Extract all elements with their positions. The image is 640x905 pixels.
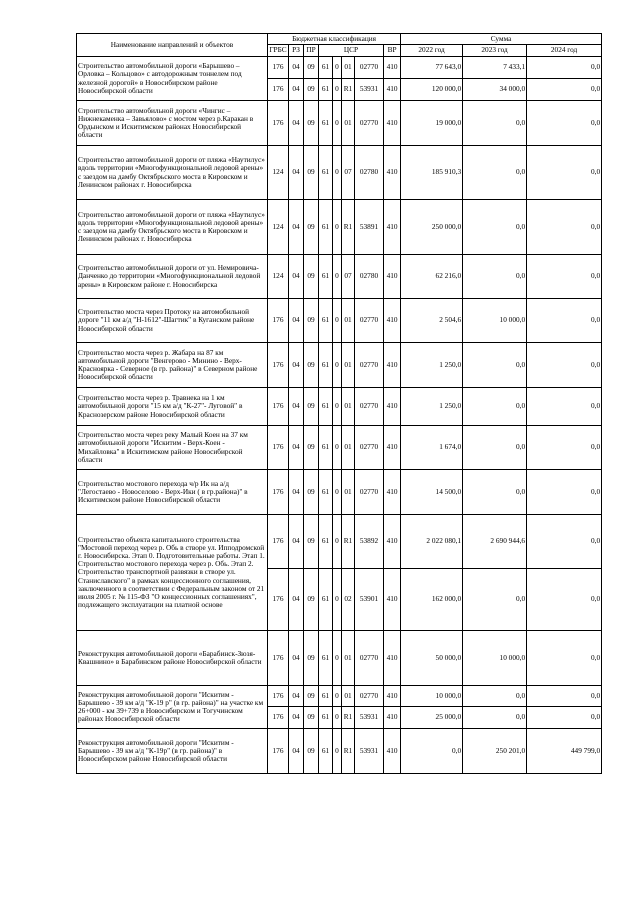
table-row: [77, 426, 602, 470]
cell-grbs: 176: [268, 631, 289, 686]
cell-csr-direction: R1: [342, 200, 355, 255]
cell-grbs: 176: [268, 343, 289, 388]
cell-sum-2024: 0,0: [527, 686, 602, 707]
cell-csr-type: 0: [333, 299, 342, 343]
table-row: [77, 299, 602, 343]
cell-csr-type: 0: [333, 729, 342, 774]
cell-csr-code: 02770: [355, 631, 384, 686]
cell-csr-code: 02780: [355, 146, 384, 200]
cell-sum-2024: 0,0: [527, 146, 602, 200]
cell-pr: 09: [304, 101, 319, 146]
cell-csr-direction: 01: [342, 686, 355, 707]
budget-table: [76, 33, 602, 774]
cell-sum-2023: 0,0: [463, 101, 527, 146]
cell-object-name: Реконструкция автомобильной дороги "Искитим - Барышево - 39 км а/д "К-19 р" (в гр. района)" на участке км 26+000 - км 39+739 в Новосибирском и Тогучинском районах Новосибирской области: [77, 686, 268, 729]
cell-csr-direction: 01: [342, 388, 355, 426]
cell-pr: 09: [304, 515, 319, 569]
table-row: [77, 343, 602, 388]
cell-csr-program: 61: [319, 57, 333, 79]
cell-sum-2022: 2 022 080,1: [401, 515, 463, 569]
cell-sum-2023: 0,0: [463, 200, 527, 255]
cell-grbs: 176: [268, 299, 289, 343]
table-row: [77, 388, 602, 426]
header-pr: ПР: [304, 45, 319, 57]
cell-csr-program: 61: [319, 569, 333, 631]
cell-sum-2022: 25 000,0: [401, 707, 463, 729]
cell-sum-2024: 0,0: [527, 79, 602, 101]
cell-sum-2022: 2 504,6: [401, 299, 463, 343]
header-vr: ВР: [384, 45, 401, 57]
cell-vr: 410: [384, 569, 401, 631]
cell-sum-2024: 0,0: [527, 631, 602, 686]
cell-sum-2024: 0,0: [527, 101, 602, 146]
cell-rz: 04: [289, 200, 304, 255]
cell-csr-direction: 01: [342, 426, 355, 470]
header-name: Наименование направлений и объектов: [77, 34, 268, 57]
cell-csr-code: 02770: [355, 388, 384, 426]
cell-csr-code: 02770: [355, 57, 384, 79]
cell-vr: 410: [384, 515, 401, 569]
cell-sum-2023: 7 433,1: [463, 57, 527, 79]
cell-pr: 09: [304, 686, 319, 707]
cell-sum-2024: 0,0: [527, 299, 602, 343]
cell-rz: 04: [289, 146, 304, 200]
table-row: [77, 57, 602, 79]
table-row: [77, 200, 602, 255]
cell-csr-code: 02770: [355, 470, 384, 515]
cell-grbs: 176: [268, 470, 289, 515]
cell-rz: 04: [289, 388, 304, 426]
cell-vr: 410: [384, 299, 401, 343]
cell-vr: 410: [384, 343, 401, 388]
cell-object-name: Строительство моста через р. Травнека на 1 км автомобильной дороги "15 км а/д "К-27"- Луговой" в Краснозерском районе Новосибирской области: [77, 388, 268, 426]
cell-rz: 04: [289, 569, 304, 631]
cell-sum-2023: 0,0: [463, 388, 527, 426]
cell-csr-program: 61: [319, 729, 333, 774]
cell-sum-2023: 0,0: [463, 569, 527, 631]
cell-csr-type: 0: [333, 470, 342, 515]
cell-csr-type: 0: [333, 569, 342, 631]
cell-csr-direction: 01: [342, 57, 355, 79]
cell-csr-program: 61: [319, 255, 333, 299]
table-row: [77, 631, 602, 686]
cell-csr-code: 53892: [355, 515, 384, 569]
cell-csr-direction: 02: [342, 569, 355, 631]
cell-sum-2024: 0,0: [527, 515, 602, 569]
cell-csr-program: 61: [319, 631, 333, 686]
cell-sum-2023: 34 000,0: [463, 79, 527, 101]
cell-pr: 09: [304, 146, 319, 200]
cell-sum-2023: 10 000,0: [463, 299, 527, 343]
cell-sum-2022: 10 000,0: [401, 686, 463, 707]
cell-sum-2024: 0,0: [527, 569, 602, 631]
cell-csr-code: 53931: [355, 707, 384, 729]
cell-sum-2022: 120 000,0: [401, 79, 463, 101]
cell-vr: 410: [384, 631, 401, 686]
header-2023: 2023 год: [463, 45, 527, 57]
cell-csr-type: 0: [333, 101, 342, 146]
cell-csr-type: 0: [333, 79, 342, 101]
cell-rz: 04: [289, 686, 304, 707]
header-sum: Сумма: [401, 34, 602, 45]
cell-csr-direction: R1: [342, 729, 355, 774]
cell-pr: 09: [304, 388, 319, 426]
cell-csr-type: 0: [333, 146, 342, 200]
cell-sum-2024: 0,0: [527, 470, 602, 515]
cell-csr-program: 61: [319, 470, 333, 515]
header-2024: 2024 год: [527, 45, 602, 57]
cell-csr-type: 0: [333, 200, 342, 255]
cell-object-name: Строительство объекта капитального строительства "Мостовой переход через р. Обь в створе ул. Ипподромской г. Новосибирска. Этап 0. Подготовительные работы. Этап 1. Строительство мостового перехода через р. Обь. Этап 2. Строительство транспортной развязки в створе ул. Станиславского" в рамках концессионного соглашения, заключенного в соответствии с Федеральным законом от 21 июля 2005 г. № 115-ФЗ "О концессионных соглашениях", подлежащего эксплуатации на платной основе: [77, 515, 268, 631]
cell-pr: 09: [304, 470, 319, 515]
cell-csr-program: 61: [319, 299, 333, 343]
cell-csr-code: 02770: [355, 101, 384, 146]
cell-vr: 410: [384, 200, 401, 255]
cell-object-name: Строительство автомобильной дороги «Чингис – Нижнекаменка – Завьялово» с мостом через р.Каракан в Ордынском и Искитимском районах Новосибирской области: [77, 101, 268, 146]
cell-vr: 410: [384, 388, 401, 426]
cell-object-name: Строительство моста через Протоку на автомобильной дороге "11 км а/д "Н-1612"-Шагтик" в Куганском районе Новосибирской области: [77, 299, 268, 343]
cell-csr-type: 0: [333, 515, 342, 569]
cell-sum-2022: 19 000,0: [401, 101, 463, 146]
cell-csr-code: 02770: [355, 299, 384, 343]
cell-grbs: 176: [268, 57, 289, 79]
cell-csr-direction: R1: [342, 707, 355, 729]
cell-sum-2023: 2 690 944,6: [463, 515, 527, 569]
cell-sum-2022: 0,0: [401, 729, 463, 774]
cell-sum-2022: 50 000,0: [401, 631, 463, 686]
cell-csr-code: 02770: [355, 343, 384, 388]
cell-csr-program: 61: [319, 146, 333, 200]
cell-rz: 04: [289, 631, 304, 686]
cell-csr-direction: R1: [342, 515, 355, 569]
cell-vr: 410: [384, 101, 401, 146]
cell-pr: 09: [304, 299, 319, 343]
cell-vr: 410: [384, 255, 401, 299]
cell-pr: 09: [304, 569, 319, 631]
cell-rz: 04: [289, 729, 304, 774]
cell-grbs: 176: [268, 515, 289, 569]
cell-sum-2023: 0,0: [463, 255, 527, 299]
cell-rz: 04: [289, 707, 304, 729]
cell-object-name: Строительство моста через р. Жабара на 87 км автомобильной дороги "Венгерово - Минино - Верх-Красноярка - Северное (в гр. района)" в Северном районе Новосибирской области: [77, 343, 268, 388]
cell-csr-type: 0: [333, 426, 342, 470]
cell-vr: 410: [384, 686, 401, 707]
cell-pr: 09: [304, 79, 319, 101]
cell-csr-code: 02770: [355, 426, 384, 470]
cell-grbs: 176: [268, 707, 289, 729]
table-header: [77, 34, 602, 57]
cell-csr-type: 0: [333, 686, 342, 707]
cell-sum-2022: 1 250,0: [401, 343, 463, 388]
cell-csr-program: 61: [319, 426, 333, 470]
cell-sum-2023: 250 201,0: [463, 729, 527, 774]
cell-sum-2022: 250 000,0: [401, 200, 463, 255]
cell-sum-2023: 0,0: [463, 343, 527, 388]
table-row: [77, 255, 602, 299]
cell-sum-2024: 0,0: [527, 707, 602, 729]
cell-sum-2022: 185 910,3: [401, 146, 463, 200]
cell-rz: 04: [289, 57, 304, 79]
cell-grbs: 176: [268, 101, 289, 146]
cell-rz: 04: [289, 299, 304, 343]
cell-csr-code: 53931: [355, 729, 384, 774]
cell-csr-type: 0: [333, 707, 342, 729]
cell-pr: 09: [304, 631, 319, 686]
cell-rz: 04: [289, 101, 304, 146]
cell-grbs: 176: [268, 388, 289, 426]
cell-csr-type: 0: [333, 343, 342, 388]
cell-csr-direction: 01: [342, 101, 355, 146]
cell-rz: 04: [289, 470, 304, 515]
cell-sum-2022: 1 250,0: [401, 388, 463, 426]
cell-sum-2023: 10 000,0: [463, 631, 527, 686]
cell-csr-code: 02770: [355, 686, 384, 707]
cell-csr-code: 02780: [355, 255, 384, 299]
cell-pr: 09: [304, 57, 319, 79]
cell-grbs: 124: [268, 255, 289, 299]
cell-pr: 09: [304, 255, 319, 299]
cell-sum-2024: 0,0: [527, 426, 602, 470]
cell-csr-program: 61: [319, 515, 333, 569]
cell-csr-type: 0: [333, 57, 342, 79]
cell-grbs: 176: [268, 686, 289, 707]
cell-object-name: Строительство автомобильной дороги «Барышево – Орловка – Кольцово» с автодорожным тоннелем под железной дорогой» в Новосибирском районе Новосибирской области: [77, 57, 268, 101]
cell-csr-direction: 07: [342, 146, 355, 200]
table-row: [77, 146, 602, 200]
header-grbs: ГРБС: [268, 45, 289, 57]
cell-sum-2022: 62 216,0: [401, 255, 463, 299]
cell-object-name: Строительство моста через реку Малый Коен на 37 км автомобильной дороги "Искитим - Верх-Коен - Михайловка" в Искитимском районе Новосибирской области: [77, 426, 268, 470]
cell-sum-2024: 0,0: [527, 255, 602, 299]
cell-csr-program: 61: [319, 101, 333, 146]
cell-grbs: 124: [268, 146, 289, 200]
cell-grbs: 176: [268, 426, 289, 470]
cell-csr-direction: 07: [342, 255, 355, 299]
cell-vr: 410: [384, 79, 401, 101]
cell-csr-type: 0: [333, 255, 342, 299]
cell-object-name: Строительство автомобильной дороги от ул. Немировича-Данченко до территории «Многофункциональной ледовой арены» в Кировском районе г. Новосибирска: [77, 255, 268, 299]
cell-rz: 04: [289, 515, 304, 569]
header-budget-classification: Бюджетная классификация: [268, 34, 401, 45]
cell-csr-type: 0: [333, 631, 342, 686]
cell-object-name: Строительство автомобильной дороги от пляжа «Наутилус» вдоль территории «Многофункциональной ледовой арены» с заездом на дамбу Октябрьского моста в Кировском и Ленинском районах г. Новосибирска: [77, 200, 268, 255]
cell-csr-direction: 01: [342, 470, 355, 515]
cell-pr: 09: [304, 729, 319, 774]
cell-rz: 04: [289, 255, 304, 299]
cell-sum-2023: 0,0: [463, 707, 527, 729]
cell-object-name: Строительство мостового перехода ч/р Ик на а/д "Легостаево - Новоселово - Верх-Ики ( в гр.района)" в Искитимском районе Новосибирской области: [77, 470, 268, 515]
cell-csr-code: 53901: [355, 569, 384, 631]
cell-object-name: Реконструкция автомобильной дороги "Искитим - Барышево - 39 км а/д "К-19р" (в гр. района)" в Новосибирском районе Новосибирской области: [77, 729, 268, 774]
cell-pr: 09: [304, 343, 319, 388]
cell-grbs: 176: [268, 729, 289, 774]
cell-csr-program: 61: [319, 707, 333, 729]
cell-sum-2023: 0,0: [463, 686, 527, 707]
cell-object-name: Реконструкция автомобильной дороги «Барабинск-Зюзя-Квашнино» в Барабинском районе Новосибирской области: [77, 631, 268, 686]
cell-csr-program: 61: [319, 686, 333, 707]
cell-csr-program: 61: [319, 343, 333, 388]
header-2022: 2022 год: [401, 45, 463, 57]
cell-grbs: 176: [268, 79, 289, 101]
cell-sum-2022: 14 500,0: [401, 470, 463, 515]
cell-sum-2024: 0,0: [527, 200, 602, 255]
cell-pr: 09: [304, 707, 319, 729]
table-body: [77, 57, 602, 774]
cell-rz: 04: [289, 79, 304, 101]
header-rz: РЗ: [289, 45, 304, 57]
cell-rz: 04: [289, 343, 304, 388]
cell-sum-2023: 0,0: [463, 470, 527, 515]
cell-csr-program: 61: [319, 79, 333, 101]
cell-sum-2023: 0,0: [463, 146, 527, 200]
cell-vr: 410: [384, 729, 401, 774]
cell-sum-2022: 1 674,0: [401, 426, 463, 470]
table-row: [77, 729, 602, 774]
table-row: [77, 686, 602, 707]
cell-grbs: 176: [268, 569, 289, 631]
cell-csr-program: 61: [319, 200, 333, 255]
table-row: [77, 101, 602, 146]
cell-pr: 09: [304, 426, 319, 470]
table-row: [77, 515, 602, 569]
cell-csr-direction: 01: [342, 299, 355, 343]
cell-sum-2024: 0,0: [527, 343, 602, 388]
cell-sum-2024: 0,0: [527, 388, 602, 426]
table-row: [77, 470, 602, 515]
cell-sum-2022: 77 643,0: [401, 57, 463, 79]
cell-vr: 410: [384, 146, 401, 200]
cell-csr-direction: R1: [342, 79, 355, 101]
cell-csr-type: 0: [333, 388, 342, 426]
cell-object-name: Строительство автомобильной дороги от пляжа «Наутилус» вдоль территории «Многофункциональной ледовой арены» с заездом на дамбу Октябрьского моста в Кировском и Ленинском районах г. Новосибирска: [77, 146, 268, 200]
cell-sum-2022: 162 000,0: [401, 569, 463, 631]
header-csr: ЦСР: [319, 45, 384, 57]
cell-sum-2024: 449 799,0: [527, 729, 602, 774]
cell-csr-code: 53931: [355, 79, 384, 101]
cell-csr-direction: 01: [342, 343, 355, 388]
cell-sum-2023: 0,0: [463, 426, 527, 470]
cell-csr-direction: 01: [342, 631, 355, 686]
cell-grbs: 124: [268, 200, 289, 255]
cell-rz: 04: [289, 426, 304, 470]
cell-vr: 410: [384, 426, 401, 470]
cell-vr: 410: [384, 57, 401, 79]
cell-pr: 09: [304, 200, 319, 255]
cell-csr-code: 53891: [355, 200, 384, 255]
cell-vr: 410: [384, 470, 401, 515]
cell-sum-2024: 0,0: [527, 57, 602, 79]
cell-csr-program: 61: [319, 388, 333, 426]
cell-vr: 410: [384, 707, 401, 729]
